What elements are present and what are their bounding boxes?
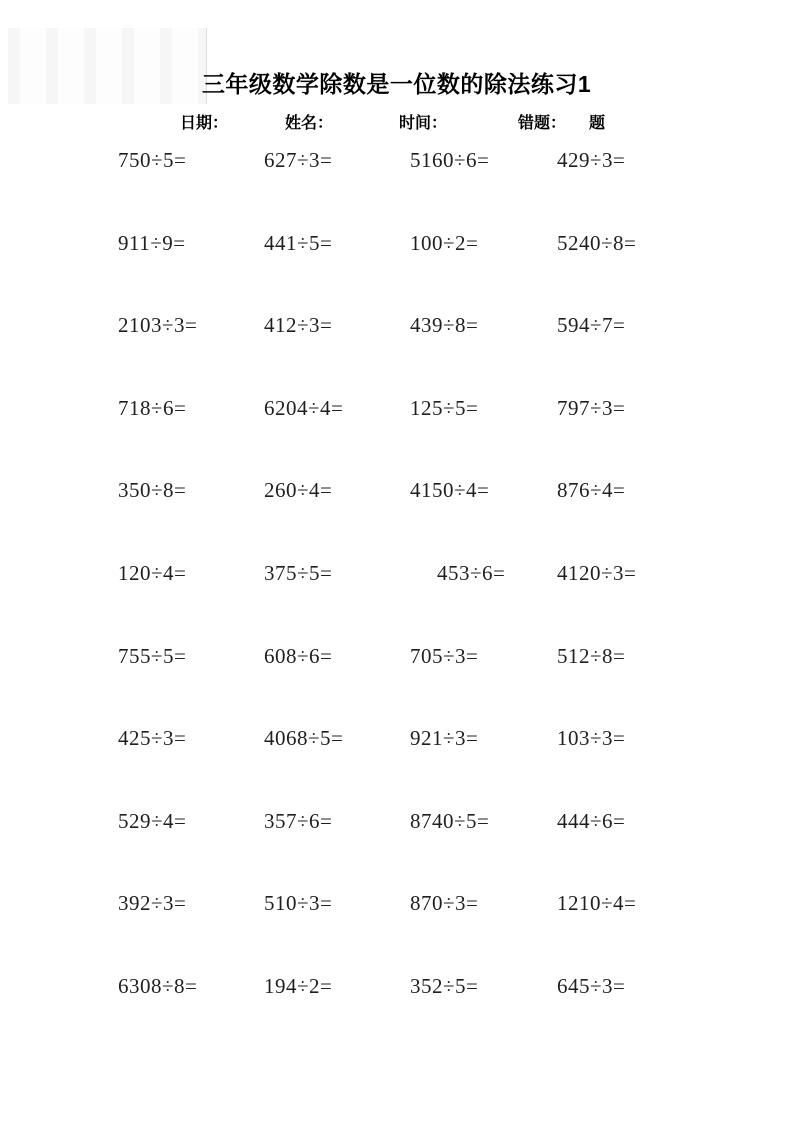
problem-cell: 4120÷3= (557, 560, 637, 585)
problem-cell: 375÷5= (264, 560, 333, 585)
problem-cell: 194÷2= (264, 973, 333, 998)
date-label: 日期： (180, 115, 229, 132)
problem-cell: 627÷3= (264, 148, 333, 172)
time-label: 时间： (399, 115, 448, 132)
problem-cell: 100÷2= (410, 230, 479, 255)
problem-cell: 392÷3= (118, 891, 187, 916)
wrong-count-label: 错题： (518, 115, 567, 132)
problem-cell: 125÷5= (410, 395, 479, 420)
problem-cell: 594÷7= (557, 313, 626, 338)
problem-cell: 425÷3= (118, 726, 187, 751)
problem-cell: 412÷3= (264, 313, 333, 338)
problem-cell: 120÷4= (118, 560, 187, 585)
meta-row (0, 110, 793, 134)
problem-cell: 510÷3= (264, 891, 333, 916)
problem-cell: 2103÷3= (118, 313, 198, 338)
wrong-count-unit-label: 题 (589, 115, 606, 132)
problem-cell: 439÷8= (410, 313, 479, 338)
problem-cell: 876÷4= (557, 478, 626, 503)
problem-cell: 870÷3= (410, 891, 479, 916)
problem-cell: 441÷5= (264, 230, 333, 255)
problem-cell: 750÷5= (118, 148, 187, 172)
problem-cell: 797÷3= (557, 395, 626, 420)
problem-cell: 444÷6= (557, 808, 626, 833)
name-label: 姓名： (285, 115, 334, 132)
problem-cell: 705÷3= (410, 643, 479, 668)
problem-cell: 529÷4= (118, 808, 187, 833)
problem-cell: 8740÷5= (410, 808, 490, 833)
problem-cell: 5160÷6= (410, 148, 490, 172)
problems-grid (118, 146, 727, 1055)
problem-cell: 512÷8= (557, 643, 626, 668)
problem-cell: 352÷5= (410, 973, 479, 998)
problem-cell: 921÷3= (410, 726, 479, 751)
problem-cell: 755÷5= (118, 643, 187, 668)
problem-cell: 645÷3= (557, 973, 626, 998)
problem-cell: 350÷8= (118, 478, 187, 503)
worksheet-title: 三年级数学除数是一位数的除法练习1 (201, 71, 592, 97)
problem-cell: 718÷6= (118, 395, 187, 420)
problem-cell: 260÷4= (264, 478, 333, 503)
problem-cell: 103÷3= (557, 726, 626, 751)
problem-cell: 1210÷4= (557, 891, 637, 916)
problem-cell: 608÷6= (264, 643, 333, 668)
problem-cell: 4068÷5= (264, 726, 344, 751)
problem-cell: 429÷3= (557, 148, 626, 172)
problem-cell: 911÷9= (118, 230, 186, 255)
problem-cell: 6204÷4= (264, 395, 344, 420)
problem-cell: 6308÷8= (118, 973, 198, 998)
problem-cell: 4150÷4= (410, 478, 490, 503)
problem-cell: 5240÷8= (557, 230, 637, 255)
problem-cell: 453÷6= (437, 560, 506, 585)
problem-cell: 357÷6= (264, 808, 333, 833)
